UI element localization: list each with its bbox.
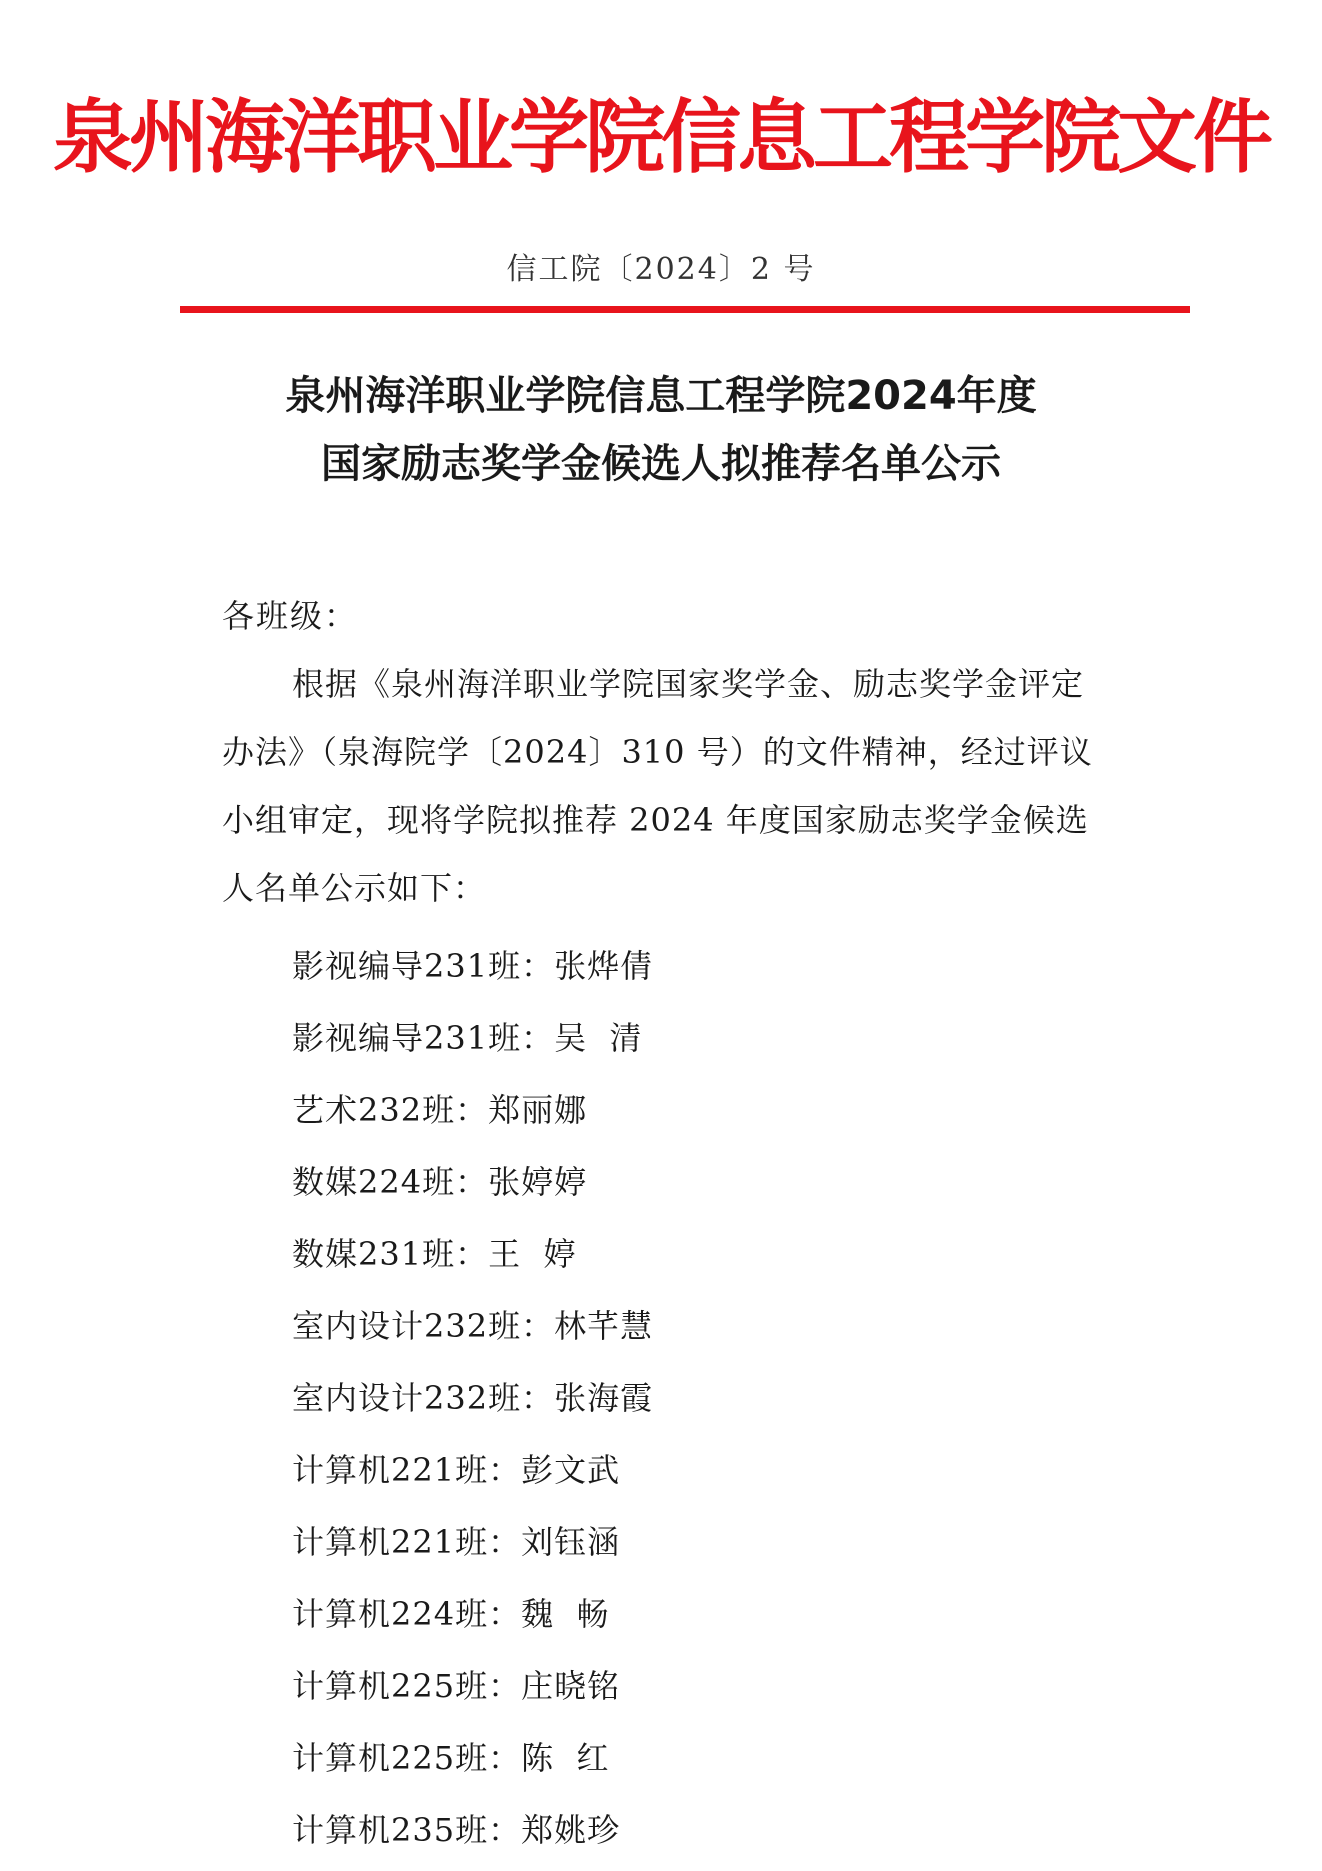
body-line: 小组审定，现将学院拟推荐 2024 年度国家励志奖学金候选 [222,801,1089,839]
candidate-separator: ： [488,1811,522,1849]
list-item [292,1650,653,1722]
body-line: 办法》（泉海院学〔2024〕310 号）的文件精神，经过评议 [222,733,1093,771]
candidate-name: 王 婷 [488,1235,577,1273]
list-item [292,1002,653,1074]
candidate-class: 室内设计232班 [292,1307,522,1345]
main-title-line-2: 国家励志奖学金候选人拟推荐名单公示 [321,441,1001,487]
candidate-class: 室内设计232班 [292,1379,522,1417]
candidate-name: 张烨倩 [554,947,654,985]
candidate-separator: ： [488,1451,522,1489]
candidate-class: 艺术232班 [292,1091,456,1129]
candidate-class: 计算机221班 [292,1451,489,1489]
list-item [292,1146,653,1218]
header-red-rule [180,306,1190,313]
candidate-name: 彭文武 [521,1451,621,1489]
candidate-name: 张海霞 [554,1379,654,1417]
candidate-class: 计算机224班 [292,1595,489,1633]
candidate-name: 郑姚珍 [521,1811,621,1849]
candidate-list [292,930,653,1866]
candidate-class: 计算机225班 [292,1739,489,1777]
candidate-separator: ： [488,1739,522,1777]
document-header-title: 泉州海洋职业学院信息工程学院文件 [53,91,1269,184]
candidate-class: 数媒231班 [292,1235,456,1273]
candidate-class: 计算机225班 [292,1667,489,1705]
candidate-class: 影视编导231班 [292,1019,522,1057]
candidate-separator: ： [521,947,555,985]
body-line: 根据《泉州海洋职业学院国家奖学金、励志奖学金评定 [292,665,1085,703]
candidate-separator: ： [521,1379,555,1417]
candidate-name: 张婷婷 [488,1163,588,1201]
list-item [292,1362,653,1434]
candidate-name: 刘钰涵 [521,1523,621,1561]
candidate-name: 庄晓铭 [521,1667,621,1705]
list-item [292,1506,653,1578]
candidate-name: 郑丽娜 [488,1091,588,1129]
candidate-separator: ： [488,1667,522,1705]
body-line: 人名单公示如下： [222,869,487,907]
candidate-class: 计算机221班 [292,1523,489,1561]
candidate-separator: ： [455,1091,489,1129]
candidate-separator: ： [521,1307,555,1345]
list-item [292,1578,653,1650]
candidate-separator: ： [488,1595,522,1633]
list-item [292,1074,653,1146]
list-item [292,1722,653,1794]
candidate-class: 影视编导231班 [292,947,522,985]
list-item [292,930,653,1002]
candidate-separator: ： [488,1523,522,1561]
salutation: 各班级： [222,597,359,635]
list-item [292,1434,653,1506]
candidate-class: 计算机235班 [292,1811,489,1849]
candidate-separator: ： [455,1163,489,1201]
candidate-name: 魏 畅 [521,1595,610,1633]
candidate-name: 吴 清 [554,1019,643,1057]
candidate-separator: ： [455,1235,489,1273]
candidate-name: 陈 红 [521,1739,610,1777]
candidate-class: 数媒224班 [292,1163,456,1201]
list-item [292,1290,653,1362]
list-item [292,1794,653,1866]
candidate-name: 林芊慧 [554,1307,654,1345]
document-number: 信工院〔2024〕2 号 [506,252,816,287]
main-title-line-1: 泉州海洋职业学院信息工程学院2024年度 [285,373,1037,419]
candidate-separator: ： [521,1019,555,1057]
body-paragraph [222,650,1142,922]
list-item [292,1218,653,1290]
